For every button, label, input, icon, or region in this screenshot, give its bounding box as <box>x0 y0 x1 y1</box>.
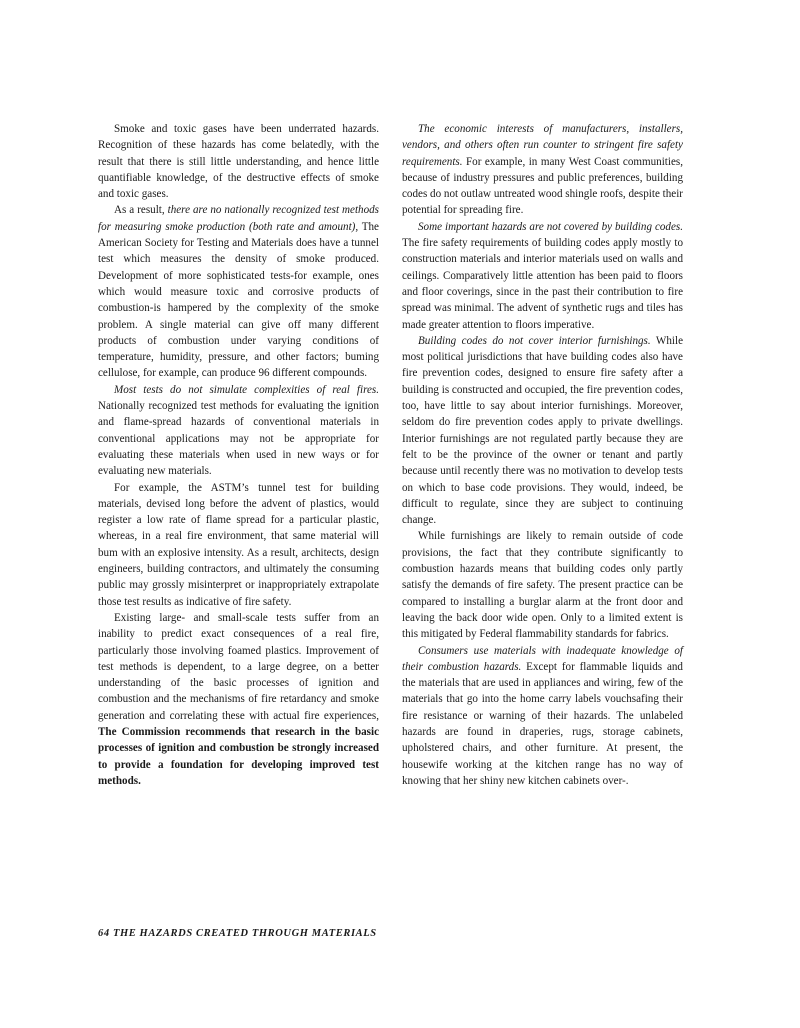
page-footer <box>98 928 377 939</box>
left-p1-text: Smoke and toxic gases have been underrated hazards. Recognition of these hazards has come belatedly, with the result that there is still little understanding, and hence little quantifiable knowledge, of the destructive effects of smoke and toxic gases. <box>98 123 379 201</box>
left-p4-text: For example, the ASTM’s tunnel test for building materials, devised long before the advent of plastics, would register a low rate of flame spread for a particular plastic, whereas, in a real fire environment, that same material will bum with an explosive intensity. As a result, architects, design engineers, building contractors, and ultimately the consuming public may grossly misinterpret or inappropriately extrapolate those test results as indicative of fire safety. <box>98 481 379 608</box>
left-column <box>98 121 379 789</box>
left-paragraph-1 <box>98 121 379 202</box>
left-paragraph-5 <box>98 610 379 789</box>
right-p5-rest: Except for flammable liquids and the materials that are used in appliances and wiring, few of the materials that go into the home carry labels vouchsafing their fire resistance or warning of their hazards. The unlabeled hazards are found in draperies, rugs, storage cabinets, upholstered chairs, and other furniture. At present, the housewife working at the kitchen range has no way of knowing that her shiny new kitchen cabinets over-. <box>402 660 683 787</box>
right-p2-rest: The fire safety requirements of building codes apply mostly to construction materials and interior materials used on walls and ceilings. Comparatively little attention has been paid to floors and floor coverings, since in the past their contribution to fire spread was minimal. The advent of synthetic rugs and tiles has made greater attention to floors imperative. <box>402 237 683 331</box>
left-p5-rest: Existing large- and small-scale tests suffer from an inability to predict exact consequences of a real fire, particularly those involving foamed plastics. Improvement of test methods is dependent, to a large degree, on a better understanding of the basic processes of ignition and combustion and the mechanisms of fire retardancy and smoke generation and correlating these with actual fire experiences, <box>98 611 379 722</box>
right-p5-italic: Consumers use materials with inadequate knowledge of their combustion hazards. <box>402 644 683 673</box>
running-title: THE HAZARDS CREATED THROUGH MATERIALS <box>112 928 377 939</box>
left-p2-lead: As a result, <box>114 204 165 217</box>
right-p1-rest: For example, in many West Coast communities, because of industry pressures and public preferences, building codes do not outlaw untreated wood shingle roofs, despite their potential for spreading fire. <box>402 155 683 217</box>
left-p3-italic: Most tests do not simulate complexities of real fires. <box>114 383 379 396</box>
right-p3-rest: While most political jurisdictions that have building codes also have fire prevention codes, designed to ensure fire safety after a building is constructed and occupied, the fire prevention codes, too, have little to say about interior furnishings. Moreover, seldom do fire prevention codes apply to private dwellings. Interior furnishings are not regulated partly because they are felt to be the province of the owner or tenant and partly because until recently there was no motivation to develop tests on which to base code provisions. They would, indeed, be difficult to regulate, since they are subject to continuing change. <box>402 334 683 527</box>
right-p2-italic: Some important hazards are not covered by building codes. <box>418 220 683 233</box>
right-paragraph-5 <box>402 643 683 790</box>
left-paragraph-3 <box>98 382 379 480</box>
right-p1-italic: The economic interests of manufacturers, installers, vendors, and others often run counter to stringent fire safety requirements. <box>402 123 683 168</box>
right-paragraph-3 <box>402 333 683 529</box>
right-paragraph-4 <box>402 528 683 642</box>
right-column <box>402 121 683 789</box>
page-number: 64 <box>98 928 110 939</box>
left-p2-italic: there are no nationally recognized test methods for measuring smoke production (both rate and amount), <box>98 204 379 233</box>
right-paragraph-2 <box>402 219 683 333</box>
left-p2-rest: The American Society for Testing and Materials does have a tunnel test which measures the density of smoke produced. Development of more sophisticated tests-for example, ones which would measure toxic and corrosive products of combustion-is hampered by the complexity of the smoke problem. A single material can give off many different products of combustion under varying conditions of temperature, humidity, pressure, and other factors; buming cellulose, for example, can produce 96 different compounds. <box>98 220 379 380</box>
left-paragraph-2 <box>98 202 379 381</box>
left-p5-bold: The Commission recommends that research in the basic processes of ignition and combustion be strongly increased to provide a foundation for developing improved test methods. <box>98 725 379 787</box>
right-p4-text: While furnishings are likely to remain outside of code provisions, the fact that they contribute significantly to combustion hazards means that building codes only partly satisfy the demands of fire safety. The present practice can be compared to installing a burglar alarm at the front door and leaving the back door wide open. Only to a limited extent is this mitigated by Federal flammability standards for fabrics. <box>402 530 683 641</box>
right-paragraph-1 <box>402 121 683 219</box>
right-p3-italic: Building codes do not cover interior furnishings. <box>418 334 651 347</box>
left-p3-rest: Nationally recognized test methods for evaluating the ignition and flame-spread hazards of conventional materials in conventional applications may not be appropriate for evaluating these materials when used in new ways or for evaluating new materials. <box>98 400 379 478</box>
left-paragraph-4 <box>98 480 379 610</box>
